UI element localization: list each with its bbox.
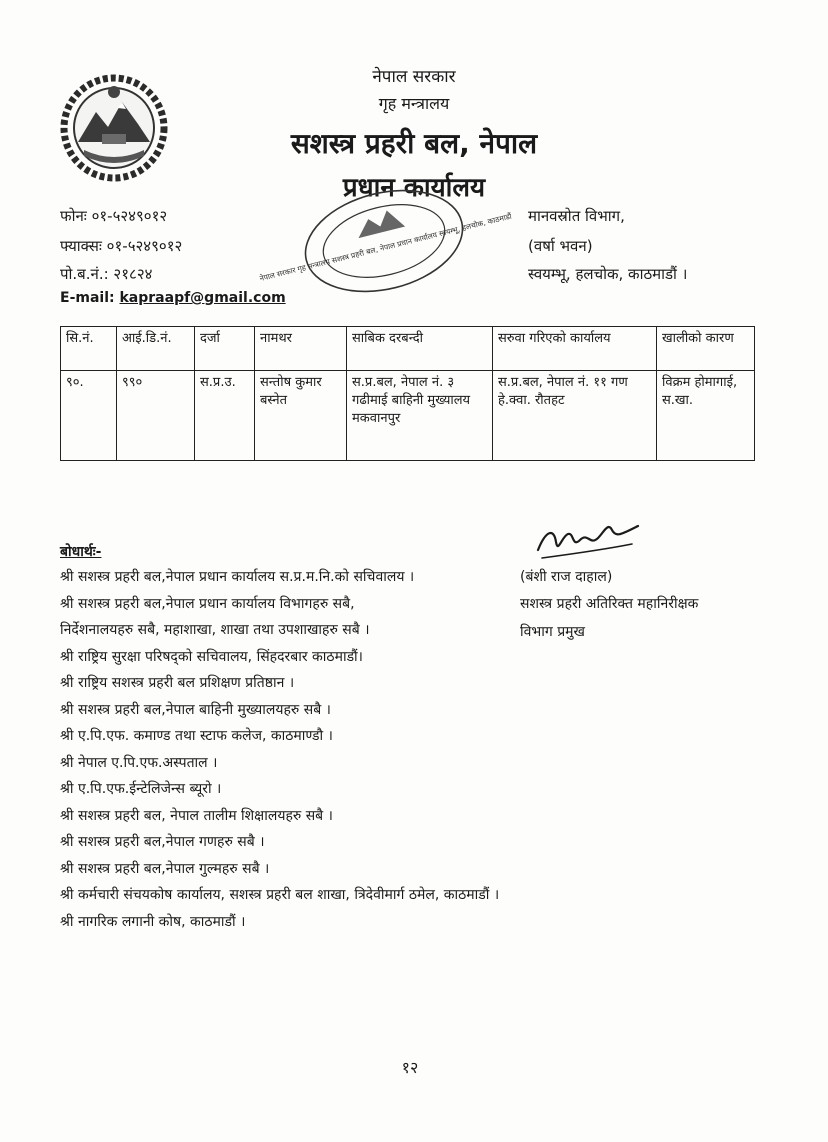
list-item: श्री नागरिक लगानी कोष, काठमाडौं । [60,913,246,930]
column-header: नामथर [255,327,347,371]
id-number-cell: ९९० [117,371,195,461]
notes-title: बोधार्थः- [60,544,102,560]
list-item: श्री सशस्त्र प्रहरी बल,नेपाल प्रधान कार्यालय स.प्र.म.नि.को सचिवालय । [60,569,415,585]
email-label: E-mail: [60,290,115,306]
list-item: श्री ए.पि.एफ. कमाण्ड तथा स्टाफ कलेज, काठमाण्डौ । [60,728,333,744]
column-header: खालीको कारण [657,327,755,371]
government-name: नेपाल सरकार [372,67,456,87]
stamp-text: नेपाल सरकार गृह मन्त्रालय सशस्त्र प्रहरी बल, नेपाल प्रधान कार्यालय स्वयम्भू, हलचोक, काठमाडौं [258,211,513,284]
column-header: साबिक दरबन्दी [347,327,493,371]
table-row [61,371,755,461]
notes-list [60,565,520,936]
list-item: श्री सशस्त्र प्रहरी बल, नेपाल तालीम शिक्षालयहरु सबै । [60,807,333,824]
table-header-row [61,327,755,371]
email-line [60,290,286,306]
list-item: श्री सशस्त्र प्रहरी बल,नेपाल प्रधान कार्यालय विभागहरु सबै, [60,595,355,612]
list-item: श्री सशस्त्र प्रहरी बल,नेपाल बाहिनी मुख्यालयहरु सबै । [60,701,331,718]
rank-cell: स.प्र.उ. [195,371,255,461]
column-header: आई.डि.नं. [117,327,195,371]
signatory-designation: सशस्त्र प्रहरी अतिरिक्त महानिरीक्षक [520,596,699,612]
list-item: श्री सशस्त्र प्रहरी बल,नेपाल गणहरु सबै । [60,834,265,850]
po-box: पो.ब.नं.: २१८२४ [60,265,153,283]
column-header: सरुवा गरिएको कार्यालय [493,327,657,371]
fax-number: फ्याक्सः ०१-५२४९०१२ [60,237,183,255]
list-item: श्री ए.पि.एफ.ईन्टेलिजेन्स ब्यूरो । [60,781,222,797]
building-name: (वर्षा भवन) [528,237,593,255]
ministry-name: गृह मन्त्रालय [378,94,450,113]
list-item: श्री राष्ट्रिय सशस्त्र प्रहरी बल प्रशिक्षण प्रतिष्ठान । [60,675,295,691]
signatory-name: (बंशी राज दाहाल) [520,569,613,585]
phone-number: फोनः ०१-५२४९०१२ [60,207,168,225]
list-item: श्री कर्मचारी संचयकोष कार्यालय, सशस्त्र प्रहरी बल शाखा, त्रिदेवीमार्ग ठमेल, काठमाडौं । [60,887,500,903]
name-cell: सन्तोष कुमार बस्नेत [255,371,347,461]
organization-name: सशस्त्र प्रहरी बल, नेपाल [290,127,538,160]
office-stamp [258,186,513,296]
transfer-table [60,326,755,461]
office-name: प्रधान कार्यालय [342,173,486,203]
serial-number-cell: ९०. [61,371,117,461]
signatory-role: विभाग प्रमुख [520,624,585,640]
office-location: स्वयम्भू, हलचोक, काठमाडौं । [528,265,688,283]
nepal-emblem-icon [58,72,170,184]
email-link[interactable]: kapraapf@gmail.com [119,290,286,306]
signature-icon [532,516,644,568]
vacancy-reason-cell: विक्रम होमागाई, स.खा. [657,371,755,461]
page-number: १२ [401,1058,419,1077]
column-header: सि.नं. [61,327,117,371]
list-item: श्री सशस्त्र प्रहरी बल,नेपाल गुल्महरु सबै । [60,860,270,877]
column-header: दर्जा [195,327,255,371]
list-item: निर्देशनालयहरु सबै, महाशाखा, शाखा तथा उपशाखाहरु सबै । [60,622,370,638]
previous-post-cell: स.प्र.बल, नेपाल नं. ३ गढीमाई बाहिनी मुख्यालय मकवानपुर [347,371,493,461]
transferred-office-cell: स.प्र.बल, नेपाल नं. ११ गण हे.क्वा. रौतहट [493,371,657,461]
list-item: श्री राष्ट्रिय सुरक्षा परिषद्को सचिवालय, सिंहदरबार काठमाडौं। [60,648,363,665]
list-item: श्री नेपाल ए.पि.एफ.अस्पताल । [60,754,218,771]
department-name: मानवस्रोत विभाग, [528,207,625,225]
